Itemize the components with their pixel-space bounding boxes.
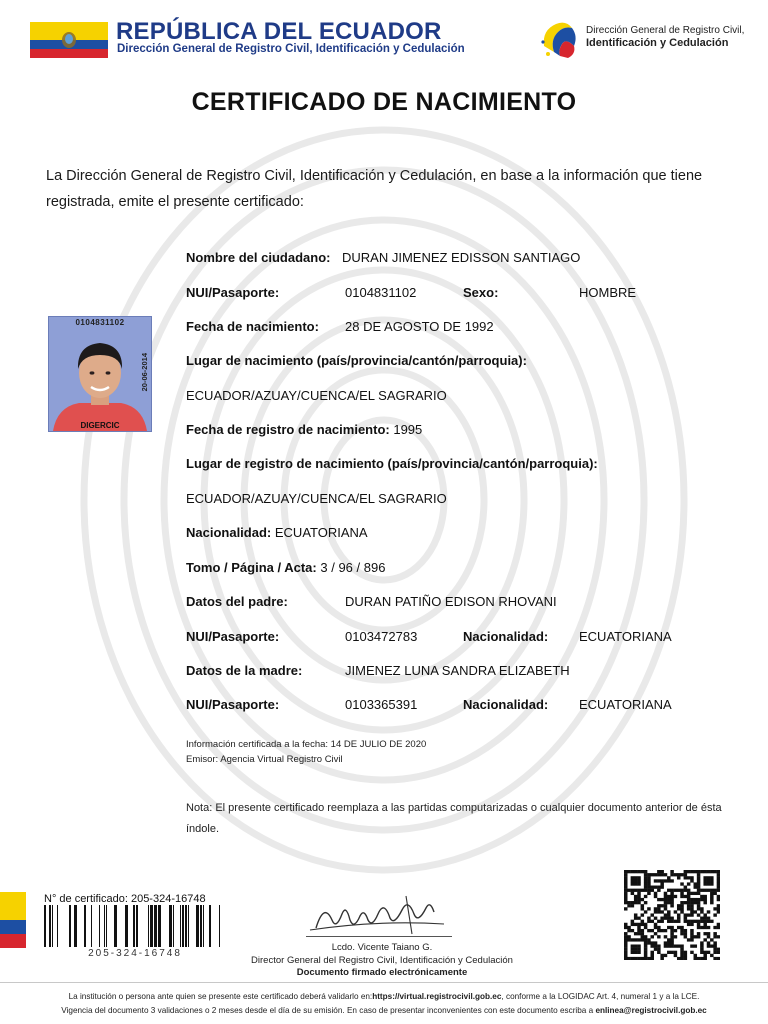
disclaimer-line-1 <box>0 992 768 1001</box>
father-nui-value: 0103472783 <box>345 629 418 644</box>
citizen-nui-label: NUI/Pasaporte: <box>186 285 280 300</box>
disclaimer-line-2 <box>0 1006 768 1015</box>
nationality-value: ECUATORIANA <box>274 525 368 540</box>
citizen-photo <box>48 316 152 432</box>
mother-nui-label: NUI/Pasaporte: <box>186 697 280 712</box>
note-paragraph: Nota: El presente certificado reemplaza a las partidas computarizadas o cualquier documento anterior de ésta índole. <box>186 802 722 835</box>
tomo-label: Tomo / Página / Acta: <box>186 560 317 575</box>
barcode-number: 205-324-16748 <box>88 948 182 959</box>
ecuador-flag-icon <box>30 22 108 58</box>
photo-date: 20-06-2014 <box>140 353 149 392</box>
citizen-nui-value: 0104831102 <box>345 285 417 300</box>
signature-line <box>306 936 452 937</box>
birth-date-label: Fecha de nacimiento: <box>186 319 319 334</box>
registration-date-value: 1995 <box>393 422 423 437</box>
header-right-line2: Identificación y Cedulación <box>586 37 729 49</box>
registration-date-label: Fecha de registro de nacimiento: <box>186 422 390 437</box>
mother-nationality-value: ECUATORIANA <box>579 697 672 712</box>
registration-place-value: ECUADOR/AZUAY/CUENCA/EL SAGRARIO <box>186 491 447 506</box>
sex-value: HOMBRE <box>579 285 637 300</box>
document-title: CERTIFICADO DE NACIMIENTO <box>191 88 577 116</box>
header-right-line1: Dirección General de Registro Civil, <box>586 25 745 36</box>
signer-name: Lcdo. Vicente Taiano G. <box>331 942 433 953</box>
side-flag-stripe-icon <box>0 892 26 948</box>
father-nui-label: NUI/Pasaporte: <box>186 629 280 644</box>
photo-brand: DIGERCIC <box>80 421 120 430</box>
qr-code-icon <box>624 870 720 960</box>
certificate-number-label: N° de certificado: <box>44 893 128 905</box>
birth-place-label: Lugar de nacimiento (país/provincia/cantón/parroquia): <box>186 353 527 368</box>
father-nationality-value: ECUATORIANA <box>579 629 672 644</box>
certification-issuer: Emisor: Agencia Virtual Registro Civil <box>186 754 343 765</box>
birth-date-value: 28 DE AGOSTO DE 1992 <box>345 319 494 334</box>
person-portrait-icon <box>49 317 151 431</box>
photo-id-number: 0104831102 <box>75 318 125 327</box>
mother-name: JIMENEZ LUNA SANDRA ELIZABETH <box>345 663 570 678</box>
certificate-number-value: 205-324-16748 <box>130 893 206 905</box>
disclaimer-1-text: La institución o persona ante quien se presente este certificado deberá validarlo en: <box>68 992 373 1001</box>
validation-link[interactable]: https://virtual.registrocivil.gob.ec <box>372 992 502 1001</box>
father-label: Datos del padre: <box>186 594 288 609</box>
signed-note: Documento firmado electrónicamente <box>296 967 468 978</box>
tomo-row <box>186 560 385 575</box>
agency-subtitle: Dirección General de Registro Civil, Identificación y Cedulación <box>117 43 465 55</box>
footer-divider <box>0 982 768 983</box>
mother-label: Datos de la madre: <box>186 663 303 678</box>
support-email-link[interactable]: enlinea@registrocivil.gob.ec <box>595 1006 707 1015</box>
certificate-number-row <box>44 893 206 905</box>
father-name: DURAN PATIÑO EDISON RHOVANI <box>345 594 557 609</box>
mother-nationality-label: Nacionalidad: <box>463 697 549 712</box>
signer-title: Director General del Registro Civil, Identificación y Cedulación <box>251 955 513 966</box>
father-nationality-label: Nacionalidad: <box>463 629 549 644</box>
registration-date-row <box>186 422 422 437</box>
tomo-value: 3 / 96 / 896 <box>320 560 386 575</box>
barcode-icon <box>44 905 226 947</box>
citizen-name-value: DURAN JIMENEZ EDISSON SANTIAGO <box>342 250 581 265</box>
mother-nui-value: 0103365391 <box>345 697 418 712</box>
country-title: REPÚBLICA DEL ECUADOR <box>116 18 442 45</box>
sex-label: Sexo: <box>463 285 499 300</box>
disclaimer-1-tail: , conforme a la LOGIDAC Art. 4, numeral 1 y a la LCE. <box>501 992 700 1001</box>
nationality-row <box>186 525 368 540</box>
disclaimer-2-text: Vigencia del documento 3 validaciones o 2 meses desde el día de su emisión. En caso de presentar inconvenientes con este documento escriba a <box>61 1006 596 1015</box>
registro-civil-logo-icon <box>536 16 584 62</box>
nationality-label: Nacionalidad: <box>186 525 272 540</box>
certification-date: Información certificada a la fecha: 14 DE JULIO DE 2020 <box>186 739 427 750</box>
signature-icon <box>306 890 446 940</box>
birth-place-value: ECUADOR/AZUAY/CUENCA/EL SAGRARIO <box>186 388 447 403</box>
intro-paragraph: La Dirección General de Registro Civil, Identificación y Cedulación, en base a la información que tiene registrada, emite el presente certificado: <box>46 168 703 210</box>
citizen-name-label: Nombre del ciudadano: <box>186 250 331 265</box>
registration-place-label: Lugar de registro de nacimiento (país/provincia/cantón/parroquia): <box>186 456 598 471</box>
